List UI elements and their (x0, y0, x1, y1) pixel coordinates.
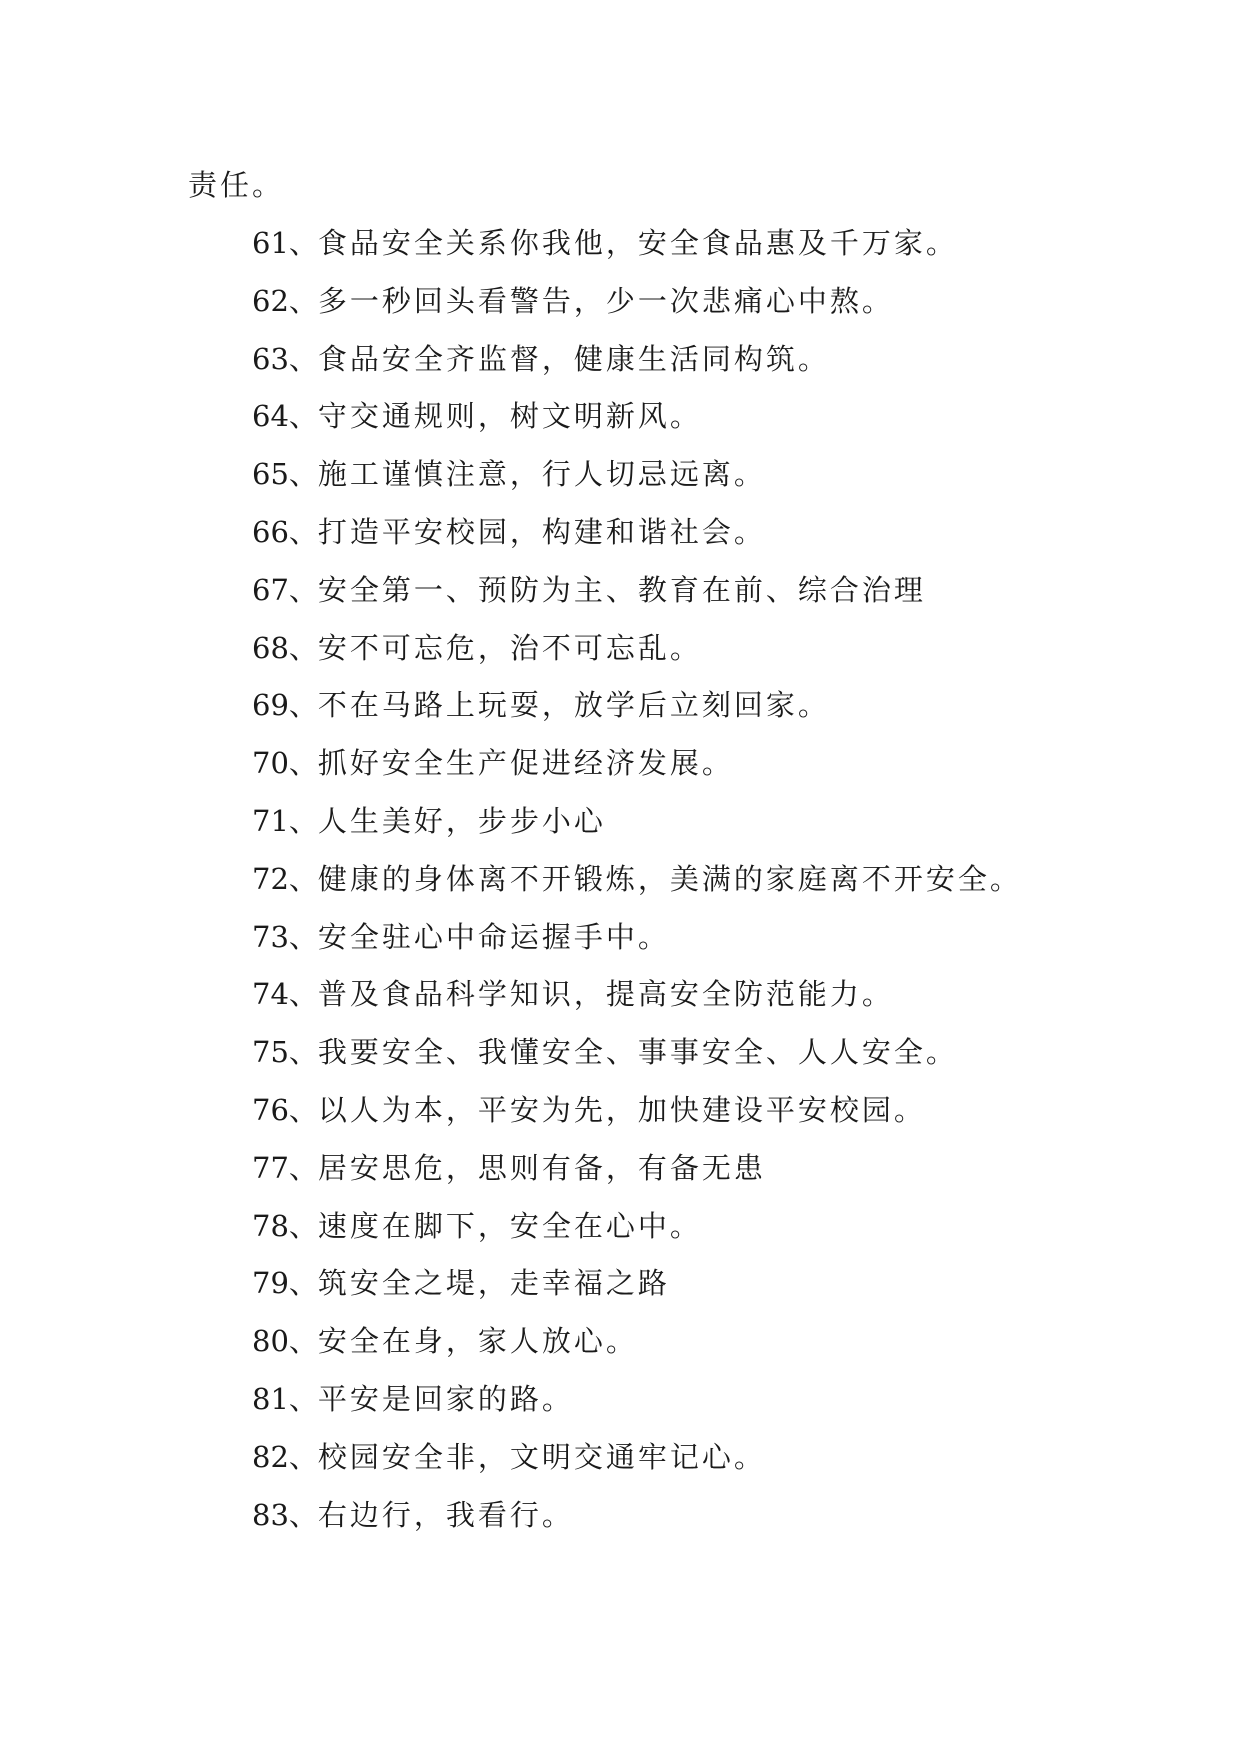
list-item (252, 859, 1022, 917)
list-item (252, 512, 1022, 570)
item-text: 我要安全、我懂安全、事事安全、人人安全。 (317, 1035, 958, 1070)
item-number: 62、 (252, 283, 318, 318)
list-item (252, 628, 1022, 686)
item-text: 多一秒回头看警告，少一次悲痛心中熬。 (317, 283, 894, 318)
list-item (252, 1437, 1022, 1495)
list-item (252, 396, 1022, 454)
item-text: 食品安全关系你我他，安全食品惠及千万家。 (317, 226, 958, 260)
item-number: 69、 (252, 688, 318, 723)
list-item (252, 281, 1022, 339)
item-number: 75、 (252, 1035, 318, 1070)
item-number: 64、 (252, 399, 318, 434)
item-number: 67、 (252, 572, 318, 607)
item-text: 筑安全之堤，走幸福之路 (317, 1266, 670, 1301)
item-text: 安全在身，家人放心。 (317, 1324, 638, 1359)
item-number: 73、 (252, 919, 318, 954)
list-item (252, 1090, 1022, 1148)
item-text: 普及食品科学知识，提高安全防范能力。 (317, 977, 894, 1012)
item-text: 食品安全齐监督，健康生活同构筑。 (317, 341, 830, 376)
item-text: 以人为本，平安为先，加快建设平安校园。 (317, 1092, 926, 1127)
list-item (252, 570, 1022, 628)
item-text: 抓好安全生产促进经济发展。 (317, 746, 734, 781)
item-number: 77、 (252, 1150, 318, 1185)
item-text: 人生美好，步步小心 (317, 803, 606, 838)
item-text: 安不可忘危，治不可忘乱。 (317, 630, 702, 665)
item-text: 安全第一、预防为主、教育在前、综合治理 (317, 572, 926, 607)
item-number: 78、 (252, 1208, 318, 1243)
item-text: 右边行，我看行。 (317, 1497, 574, 1532)
item-number: 61、 (252, 226, 318, 260)
list-item (252, 1263, 1022, 1321)
list-item (252, 801, 1022, 859)
list-item (252, 917, 1022, 975)
item-number: 65、 (252, 457, 318, 492)
list-item (252, 1206, 1022, 1264)
list-item (252, 743, 1022, 801)
item-number: 74、 (252, 977, 318, 1012)
list-item (252, 454, 1022, 512)
item-text: 平安是回家的路。 (317, 1381, 574, 1416)
list-item (252, 1495, 1022, 1553)
item-text: 安全驻心中命运握手中。 (317, 919, 670, 954)
list-item (252, 223, 1022, 281)
item-number: 72、 (252, 861, 318, 896)
item-number: 80、 (252, 1324, 318, 1359)
list-item (252, 1148, 1022, 1206)
item-number: 81、 (252, 1381, 318, 1416)
list-item (252, 339, 1022, 397)
item-number: 68、 (252, 630, 318, 665)
item-text: 守交通规则，树文明新风。 (317, 399, 702, 434)
slogan-list (252, 223, 1022, 1552)
list-item (252, 1321, 1022, 1379)
item-number: 79、 (252, 1266, 318, 1301)
item-number: 82、 (252, 1439, 318, 1474)
list-item (252, 1379, 1022, 1437)
item-text: 居安思危，思则有备，有备无患 (317, 1150, 766, 1185)
list-item (252, 974, 1022, 1032)
item-text: 施工谨慎注意，行人切忌远离。 (317, 457, 766, 492)
item-number: 70、 (252, 746, 318, 781)
item-number: 76、 (252, 1092, 318, 1127)
list-item (252, 685, 1022, 743)
item-text: 校园安全非，文明交通牢记心。 (317, 1439, 766, 1474)
item-number: 66、 (252, 514, 318, 549)
item-text: 打造平安校园，构建和谐社会。 (317, 514, 766, 549)
item-number: 63、 (252, 341, 318, 376)
item-text: 速度在脚下，安全在心中。 (317, 1208, 702, 1243)
item-number: 71、 (252, 803, 318, 838)
item-number: 83、 (252, 1497, 318, 1532)
list-item (252, 1032, 1022, 1090)
item-text: 不在马路上玩耍，放学后立刻回家。 (317, 688, 830, 723)
item-text: 健康的身体离不开锻炼，美满的家庭离不开安全。 (317, 861, 1022, 896)
continuation-text: 责任。 (188, 168, 285, 202)
